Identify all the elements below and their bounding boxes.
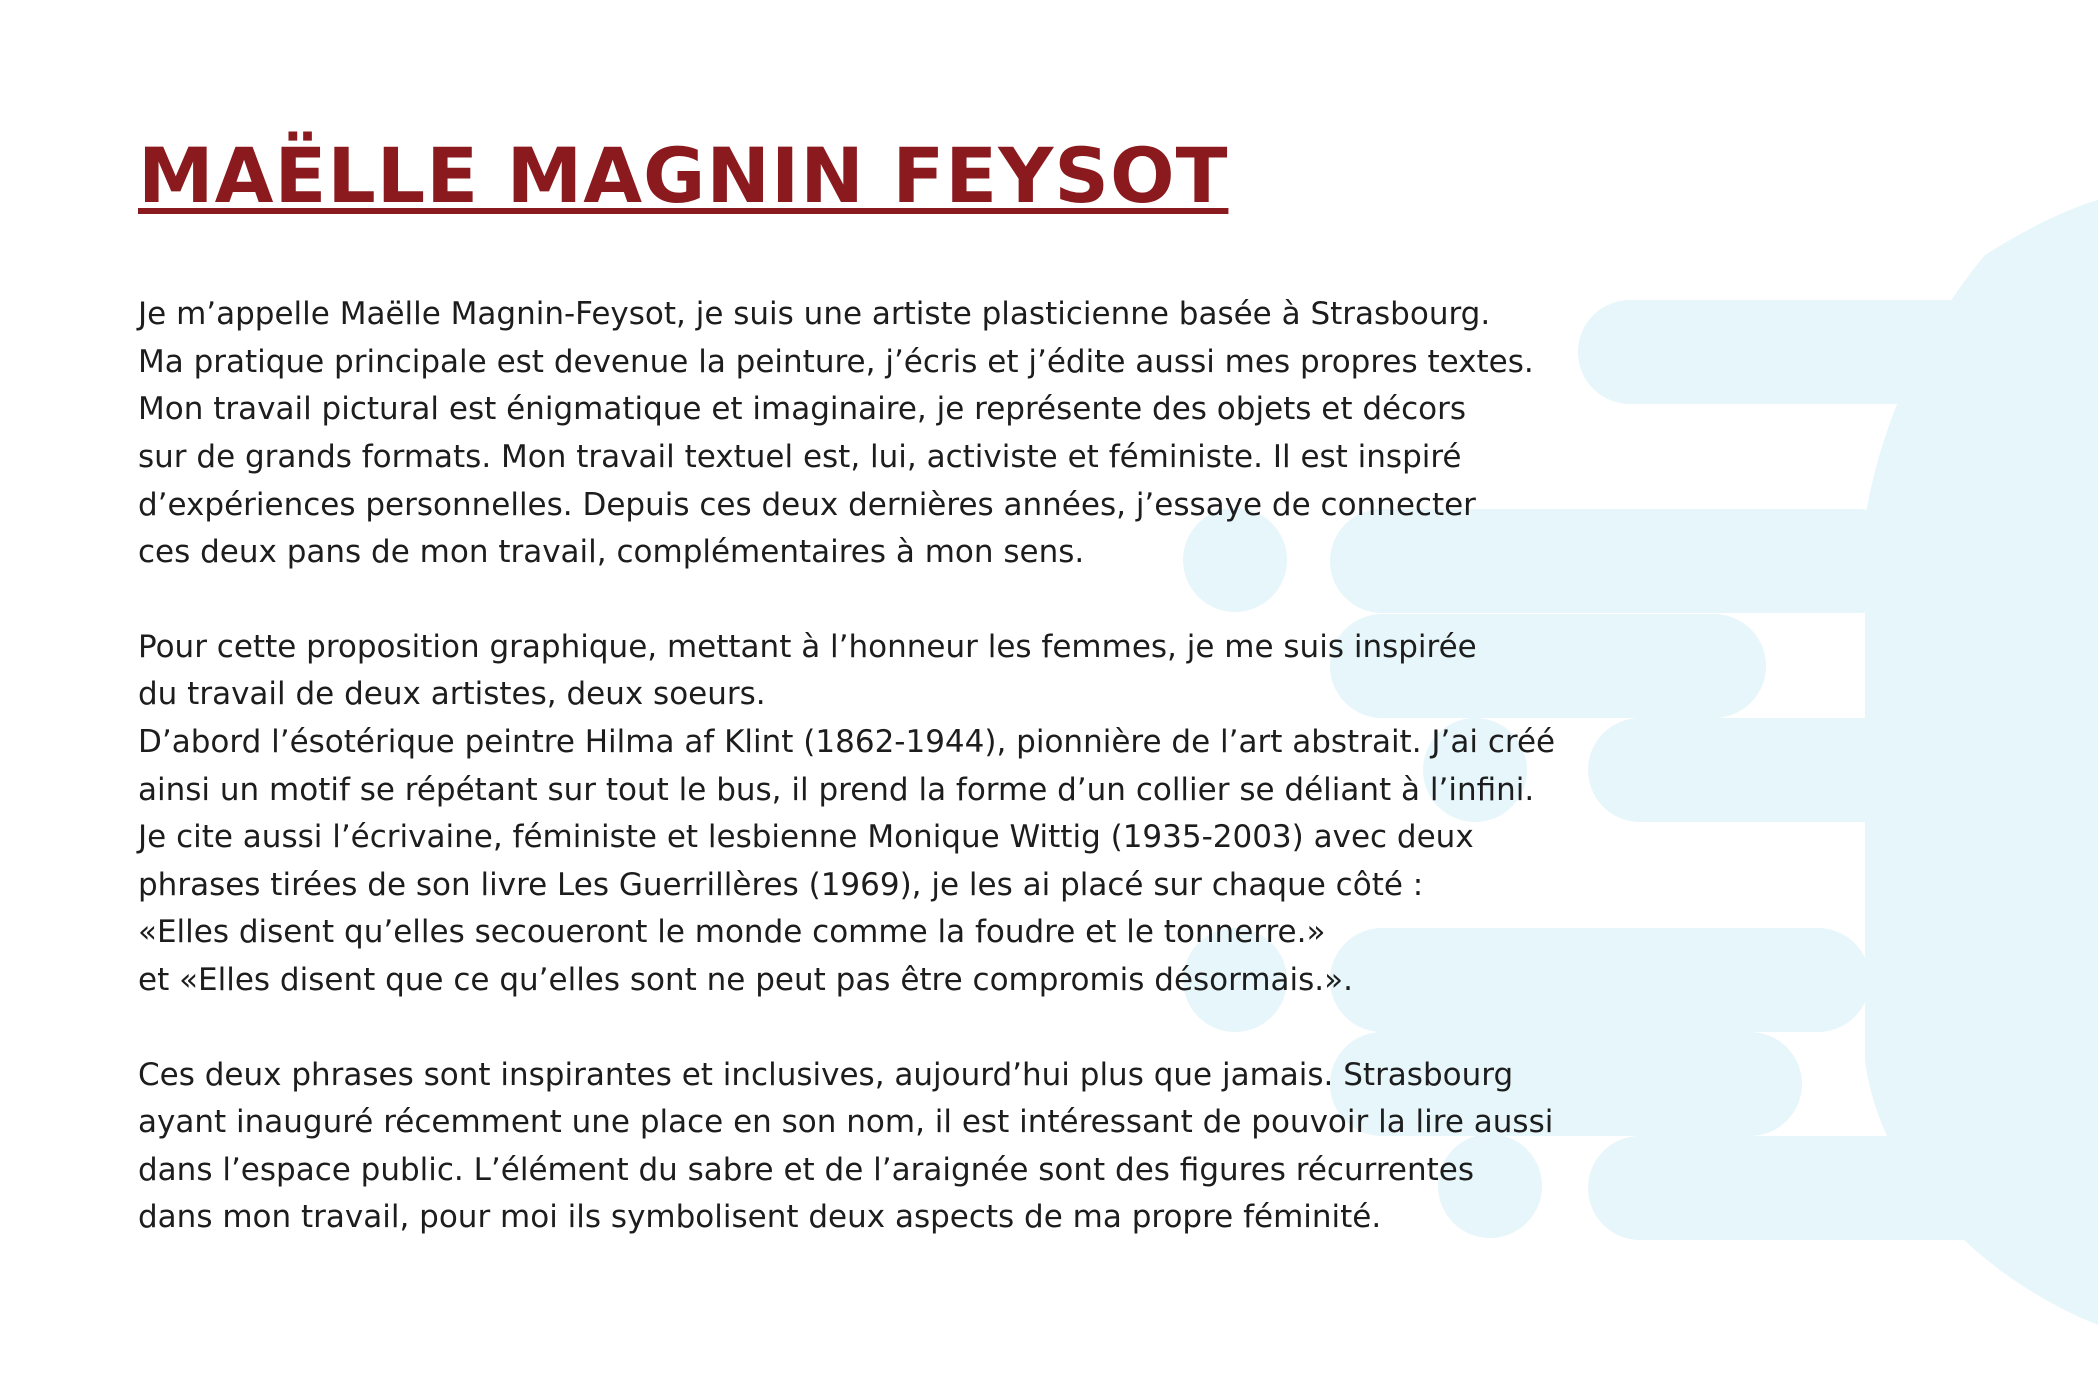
text-line: ayant inauguré récemment une place en son nom, il est intéressant de pouvoir la lire aussi — [138, 1104, 1554, 1141]
text-line: ainsi un motif se répétant sur tout le bus, il prend la forme d’un collier se déliant à l’infini. — [138, 771, 1535, 808]
text-line: phrases tirées de son livre Les Guerrillères (1969), je les ai placé sur chaque côté : — [138, 866, 1424, 903]
text-line: Pour cette proposition graphique, mettant à l’honneur les femmes, je me suis inspirée — [138, 628, 1477, 665]
text-line: Ma pratique principale est devenue la peinture, j’écris et j’édite aussi mes propres textes. — [138, 343, 1534, 380]
decor-bar — [1578, 300, 2098, 404]
text-line: ces deux pans de mon travail, complémentaires à mon sens. — [138, 534, 1085, 571]
page-title: MAËLLE MAGNIN FEYSOT — [138, 131, 1229, 220]
paragraph-proposal — [138, 624, 1618, 1005]
text-line: «Elles disent qu’elles secoueront le monde comme la foudre et le tonnerre.» — [138, 914, 1326, 951]
text-line: du travail de deux artistes, deux soeurs. — [138, 676, 766, 713]
paragraph-conclusion — [138, 1052, 1618, 1242]
decor-bar — [1588, 718, 2088, 822]
text-line: et «Elles disent que ce qu’elles sont ne peut pas être compromis désormais.». — [138, 961, 1353, 998]
text-line: Ces deux phrases sont inspirantes et inclusives, aujourd’hui plus que jamais. Strasbourg — [138, 1056, 1514, 1093]
text-line: dans mon travail, pour moi ils symbolisent deux aspects de ma propre féminité. — [138, 1199, 1382, 1236]
text-line: Je cite aussi l’écrivaine, féministe et lesbienne Monique Wittig (1935-2003) avec deux — [138, 819, 1474, 856]
text-line: dans l’espace public. L’élément du sabre et de l’araignée sont des figures récurrentes — [138, 1151, 1474, 1188]
text-line: sur de grands formats. Mon travail textuel est, lui, activiste et féministe. Il est inspiré — [138, 438, 1462, 475]
main-content — [138, 130, 1618, 1242]
paragraph-intro — [138, 291, 1618, 577]
text-line: Mon travail pictural est énigmatique et imaginaire, je représente des objets et décors — [138, 391, 1467, 428]
text-line: d’expériences personnelles. Depuis ces deux dernières années, j’essaye de connecter — [138, 486, 1476, 523]
decor-bar — [1588, 1136, 2088, 1240]
text-line: Je m’appelle Maëlle Magnin-Feysot, je suis une artiste plasticienne basée à Strasbourg. — [138, 296, 1491, 333]
text-line: D’abord l’ésotérique peintre Hilma af Klint (1862-1944), pionnière de l’art abstrait. J’ai créé — [138, 723, 1556, 760]
